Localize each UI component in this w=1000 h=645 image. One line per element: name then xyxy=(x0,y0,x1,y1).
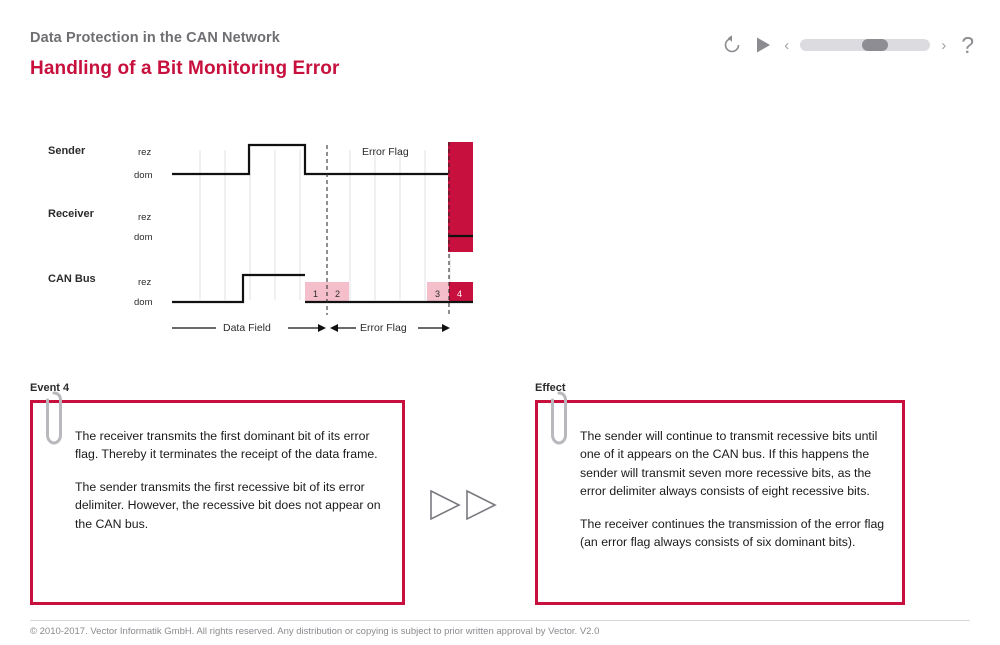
player-controls xyxy=(721,28,974,62)
svg-text:rez: rez xyxy=(138,212,152,223)
svg-text:1: 1 xyxy=(313,289,319,299)
effect-label: Effect xyxy=(535,382,566,394)
event-paragraph: The receiver transmits the first dominant bit of its error flag. Thereby it terminates the receipt of the data frame. xyxy=(75,429,378,462)
svg-text:Receiver: Receiver xyxy=(48,208,94,220)
svg-text:rez: rez xyxy=(138,147,152,158)
progress-slider[interactable] xyxy=(800,39,930,51)
transition-arrows-icon xyxy=(425,485,505,525)
svg-text:3: 3 xyxy=(435,289,441,299)
svg-text:dom: dom xyxy=(134,232,153,243)
event-callout xyxy=(30,400,405,605)
event-label: Event 4 xyxy=(30,382,70,394)
footer-divider xyxy=(30,620,970,621)
slider-thumb[interactable] xyxy=(862,39,888,51)
effect-callout xyxy=(535,400,905,605)
svg-text:CAN Bus: CAN Bus xyxy=(48,273,96,285)
svg-text:Data Field: Data Field xyxy=(223,322,271,334)
play-icon[interactable] xyxy=(753,35,773,55)
event-paragraph: The sender transmits the first recessive bit of its error delimiter. However, the recessive bit does not appear on the CAN bus. xyxy=(75,479,381,531)
svg-text:4: 4 xyxy=(457,289,463,299)
page-title: Handling of a Bit Monitoring Error xyxy=(30,58,340,79)
svg-text:dom: dom xyxy=(134,297,153,308)
svg-text:2: 2 xyxy=(335,289,341,299)
svg-text:Sender: Sender xyxy=(48,145,86,157)
effect-paragraph: The receiver continues the transmission of the error flag (an error flag always consists of six dominant bits). xyxy=(580,516,885,550)
help-icon[interactable]: ? xyxy=(961,31,974,58)
svg-text:Error Flag: Error Flag xyxy=(362,146,409,158)
svg-text:rez: rez xyxy=(138,277,152,288)
course-subtitle: Data Protection in the CAN Network xyxy=(30,30,280,46)
previous-button[interactable]: ‹ xyxy=(784,36,790,54)
effect-paragraph: The sender will continue to transmit recessive bits until one of it appears on the CAN bus. If this happens the sender will transmit seven more recessive bits, as the error delimiter always consists of eight recessive bits. xyxy=(580,429,878,499)
replay-icon[interactable] xyxy=(721,34,743,56)
next-button[interactable]: › xyxy=(941,36,947,54)
paperclip-icon xyxy=(45,391,63,449)
signal-diagram xyxy=(0,110,1000,350)
svg-text:dom: dom xyxy=(134,170,153,181)
svg-text:Error Flag: Error Flag xyxy=(360,322,407,334)
paperclip-icon xyxy=(550,391,568,449)
copyright-footer: © 2010-2017. Vector Informatik GmbH. All rights reserved. Any distribution or copying is subject to prior written approval by Vector. V2.0 xyxy=(30,626,600,637)
